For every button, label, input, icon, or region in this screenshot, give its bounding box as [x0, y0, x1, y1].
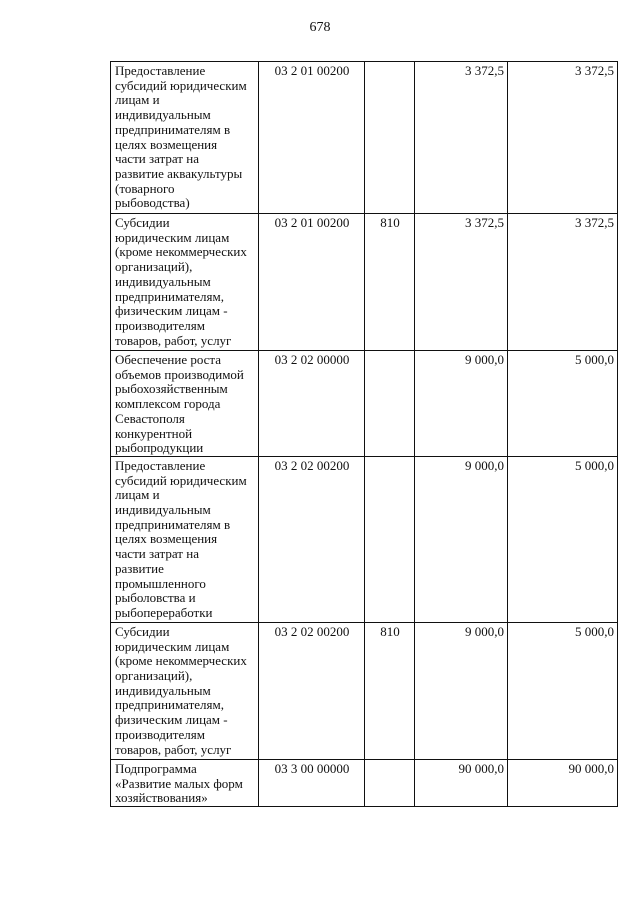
row-amount-2-text: 5 000,0 — [575, 457, 614, 473]
table-row — [111, 456, 618, 622]
row-amount-1-text: 9 000,0 — [465, 352, 504, 367]
row-amount-1-text: 90 000,0 — [458, 760, 504, 776]
row-name-cell — [111, 62, 259, 214]
table-row — [111, 622, 618, 759]
row-code-cell — [259, 62, 365, 214]
row-code-text: 03 2 01 00200 — [274, 63, 350, 78]
row-name-text: Предоставление субсидий юридическим лицам и индивидуальным предпринимателям в целях возмещения части затрат на развитие аквакультуры (товарного рыбоводства) — [115, 63, 247, 211]
row-name-cell — [111, 622, 259, 759]
row-amount-2-cell — [508, 456, 618, 622]
row-code-text: 03 3 00 00000 — [274, 760, 350, 776]
row-amount-2-cell — [508, 214, 618, 351]
row-code-cell — [259, 622, 365, 759]
row-amount-2-text: 5 000,0 — [575, 623, 614, 639]
page-number: 678 — [309, 20, 331, 35]
row-name-cell — [111, 456, 259, 622]
row-amount-2-cell — [508, 759, 618, 806]
row-expense-type-cell — [365, 456, 415, 622]
row-code-text: 03 2 02 00200 — [274, 457, 350, 473]
row-amount-2-text: 3 372,5 — [575, 215, 614, 230]
row-code-cell — [259, 759, 365, 806]
row-amount-1-cell — [415, 351, 508, 457]
row-name-text: Обеспечение роста объемов производимой рыбохозяйственным комплексом города Севастополя конкурентной рыбопродукции — [115, 352, 244, 456]
row-amount-2-text: 5 000,0 — [575, 352, 614, 367]
row-expense-type-cell — [365, 62, 415, 214]
budget-table-body — [111, 62, 618, 807]
row-expense-type-cell — [365, 622, 415, 759]
row-name-text: Подпрограмма «Развитие малых форм хозяйствования» — [115, 760, 243, 806]
row-expense-type-cell — [365, 759, 415, 806]
row-amount-1-cell — [415, 456, 508, 622]
row-expense-type-cell — [365, 214, 415, 351]
row-amount-1-cell — [415, 622, 508, 759]
row-code-cell — [259, 214, 365, 351]
row-expense-type-text: 810 — [380, 623, 400, 639]
row-amount-1-text: 9 000,0 — [465, 623, 504, 639]
row-code-text: 03 2 01 00200 — [274, 215, 350, 230]
row-amount-2-text: 90 000,0 — [568, 760, 614, 776]
row-amount-1-text: 9 000,0 — [465, 457, 504, 473]
row-amount-1-cell — [415, 62, 508, 214]
row-expense-type-cell — [365, 351, 415, 457]
row-amount-2-cell — [508, 351, 618, 457]
table-row — [111, 214, 618, 351]
row-code-text: 03 2 02 00200 — [274, 623, 350, 639]
row-expense-type-text: 810 — [380, 215, 400, 230]
table-row — [111, 62, 618, 214]
row-code-text: 03 2 02 00000 — [274, 352, 350, 367]
row-name-cell — [111, 214, 259, 351]
row-amount-1-cell — [415, 214, 508, 351]
row-amount-2-text: 3 372,5 — [575, 63, 614, 78]
row-amount-2-cell — [508, 62, 618, 214]
row-code-cell — [259, 351, 365, 457]
row-amount-1-cell — [415, 759, 508, 806]
row-amount-1-text: 3 372,5 — [465, 215, 504, 230]
row-name-text: Субсидии юридическим лицам (кроме некоммерческих организаций), индивидуальным предпринимателям, физическим лицам - производителям товаров, работ, услуг — [115, 623, 247, 757]
table-row — [111, 351, 618, 457]
table-row — [111, 759, 618, 806]
row-amount-2-cell — [508, 622, 618, 759]
row-code-cell — [259, 456, 365, 622]
row-name-cell — [111, 351, 259, 457]
row-name-cell — [111, 759, 259, 806]
row-amount-1-text: 3 372,5 — [465, 63, 504, 78]
row-name-text: Предоставление субсидий юридическим лицам и индивидуальным предпринимателям в целях возмещения части затрат на развитие промышленного рыболовства и рыбопереработки — [115, 457, 247, 620]
budget-table — [110, 61, 618, 807]
row-name-text: Субсидии юридическим лицам (кроме некоммерческих организаций), индивидуальным предпринимателям, физическим лицам - производителям товаров, работ, услуг — [115, 215, 247, 348]
